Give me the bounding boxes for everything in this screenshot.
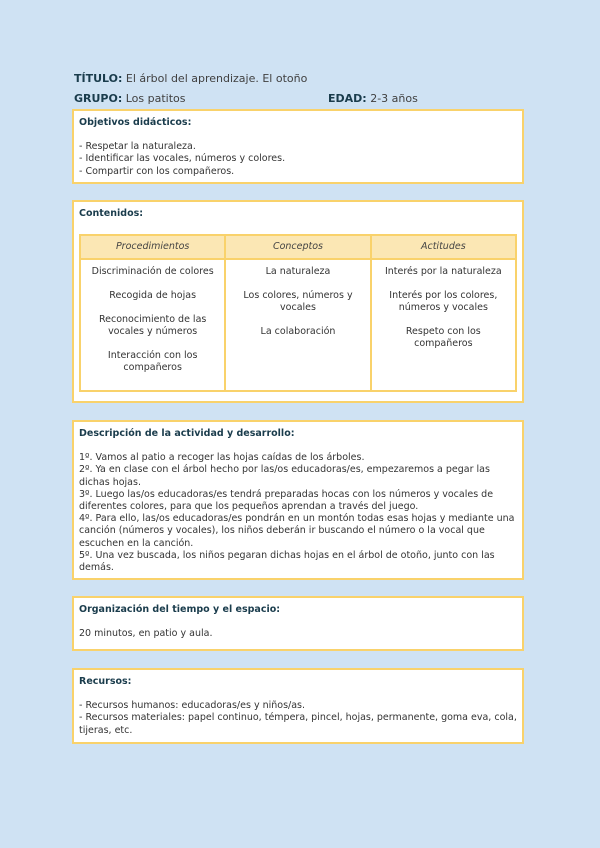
edad-value: 2-3 años xyxy=(370,92,418,105)
recursos-heading: Recursos: xyxy=(79,676,132,687)
descripcion-text: 1º. Vamos al patio a recoger las hojas caídas de los árboles. 2º. Ya en clase con el árbol hecho por las/os educadoras/es, empezaremos a pegar las dichas hojas. 3º. Luego las/os educadoras/es tendrá preparadas hocas con los números y vocales de diferentes colores, para que los pequeños aprendan a través del juego. 4º. Para ello, las/os educadoras/es pondrán en un montón todas esas hojas y mediante una canción (números y vocales), los niños deberán ir buscando el número o la vocal que escuchen en la canción. 5º. Una vez buscada, los niños pegaran dichas hojas en el árbol de otoño, junto con las demás. xyxy=(79,452,515,574)
group-line xyxy=(74,92,534,105)
recursos-text: - Recursos humanos: educadoras/es y niños/as. - Recursos materiales: papel continuo, témpera, pincel, hojas, permanente, goma eva, cola, tijeras, etc. xyxy=(79,700,517,736)
contenidos-table xyxy=(79,234,517,392)
grupo-value: Los patitos xyxy=(125,92,186,105)
objetivos-heading: Objetivos didácticos: xyxy=(79,117,192,128)
actitud-item: Interés por la naturaleza xyxy=(384,266,502,277)
descripcion-box xyxy=(72,420,524,580)
column-header-conceptos: Conceptos xyxy=(225,235,370,259)
objetivos-box xyxy=(72,109,524,184)
organizacion-heading: Organización del tiempo y el espacio: xyxy=(79,604,281,615)
procedimiento-item: Recogida de hojas xyxy=(109,290,197,301)
procedimientos-cell xyxy=(80,259,225,391)
organizacion-text: 20 minutos, en patio y aula. xyxy=(79,628,213,640)
concepto-item: La naturaleza xyxy=(265,266,331,277)
actitud-item: Respeto con los compañeros xyxy=(405,326,481,349)
concepto-item: Los colores, números y vocales xyxy=(243,290,353,313)
grupo-label: GRUPO: xyxy=(74,92,123,105)
edad-label: EDAD: xyxy=(328,92,367,105)
titulo-label: TÍTULO: xyxy=(74,72,123,85)
organizacion-box xyxy=(72,596,524,651)
objetivos-text: - Respetar la naturaleza. - Identificar las vocales, números y colores. - Compartir con los compañeros. xyxy=(79,141,286,177)
edad-field xyxy=(328,92,418,105)
column-header-procedimientos: Procedimientos xyxy=(80,235,225,259)
title-line xyxy=(74,72,307,85)
procedimiento-item: Discriminación de colores xyxy=(91,266,214,277)
recursos-box xyxy=(72,668,524,744)
concepto-item: La colaboración xyxy=(260,326,336,337)
procedimiento-item: Interacción con los compañeros xyxy=(107,350,198,373)
procedimiento-item: Reconocimiento de las vocales y números xyxy=(98,314,207,337)
conceptos-cell xyxy=(225,259,370,391)
actitudes-cell xyxy=(371,259,516,391)
contenidos-box xyxy=(72,200,524,403)
titulo-value: El árbol del aprendizaje. El otoño xyxy=(125,72,308,85)
actitud-item: Interés por los colores, números y vocales xyxy=(389,290,498,313)
descripcion-heading: Descripción de la actividad y desarrollo: xyxy=(79,428,295,439)
contenidos-heading: Contenidos: xyxy=(79,208,144,219)
column-header-actitudes: Actitudes xyxy=(371,235,516,259)
